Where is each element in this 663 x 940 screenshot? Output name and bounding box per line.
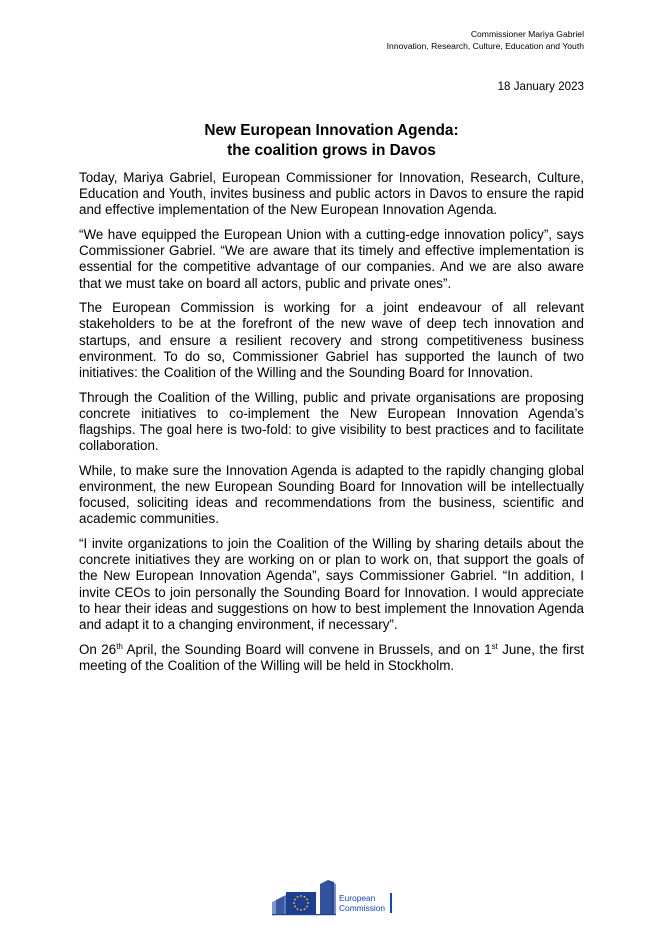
commissioner-name: Commissioner Mariya Gabriel [470,29,584,39]
paragraph-7-part-b: April, the Sounding Board will convene in Brussels, and on 1 [122,641,492,657]
paragraph-7 [79,642,584,674]
logo-line-1: European [339,893,376,903]
commissioner-header [387,29,584,52]
title-line-2: the coalition grows in Davos [227,141,436,159]
ordinal-suffix-th: th [116,641,123,651]
paragraph-4: Through the Coalition of the Willing, public and private organisations are proposing concrete initiatives to co-implement the New European Innovation Agenda’s flagships. The goal here is two-fold: to give visibility to best practices and to facilitate collaboration. [79,389,584,454]
commissioner-portfolio: Innovation, Research, Culture, Education and Youth [386,40,584,51]
paragraph-3: The European Commission is working for a joint endeavour of all relevant stakeholders to be at the forefront of the new wave of deep tech innovation and startups, and ensure a resilient recovery and strong competitiveness business environment. To do so, Commissioner Gabriel has supported the launch of two initiatives: the Coalition of the Willing and the Sounding Board for Innovation. [79,300,584,380]
paragraph-2: “We have equipped the European Union with a cutting-edge innovation policy”, says Commissioner Gabriel. “We are aware that its timely and effective implementation is essential for the competitive advantage of our companies. And we are also aware that we must take on board all actors, public and private ones”. [79,227,584,291]
logo-line-2: Commission [339,903,386,913]
paragraph-5: While, to make sure the Innovation Agenda is adapted to the rapidly changing global environment, the new European Sounding Board for Innovation will be intellectually focused, soliciting ideas and recommendations from the business, scientific and academic communities. [79,462,584,527]
page-title [79,121,584,160]
paragraph-6: “I invite organizations to join the Coalition of the Willing by sharing details about the concrete initiatives they are working on or plan to work on, that support the goals of the New European Innovation Agenda”, says Commissioner Gabriel. “In addition, I invite CEOs to join personally the Sounding Board for Innovation. I would appreciate to hear their ideas and suggestions on how to best implement the Innovation Agenda and adapt it to a changing environment, if necessary”. [79,536,584,632]
paragraph-7-part-a: On 26 [79,641,117,657]
document-date: 18 January 2023 [497,80,584,93]
ordinal-suffix-st: st [491,641,498,651]
paragraph-7-part-c: June, the first meeting of the Coalition of the Willing will be held in Stockholm. [79,641,584,673]
paragraph-1: Today, Mariya Gabriel, European Commissioner for Innovation, Research, Culture, Education and Youth, invites business and public actors in Davos to ensure the rapid and effective implementation of the New European Innovation Agenda. [79,170,584,218]
logo-divider [390,893,392,913]
article-body [79,170,584,683]
title-line-1: New European Innovation Agenda: [204,122,459,139]
logo-wordmark [339,893,385,913]
